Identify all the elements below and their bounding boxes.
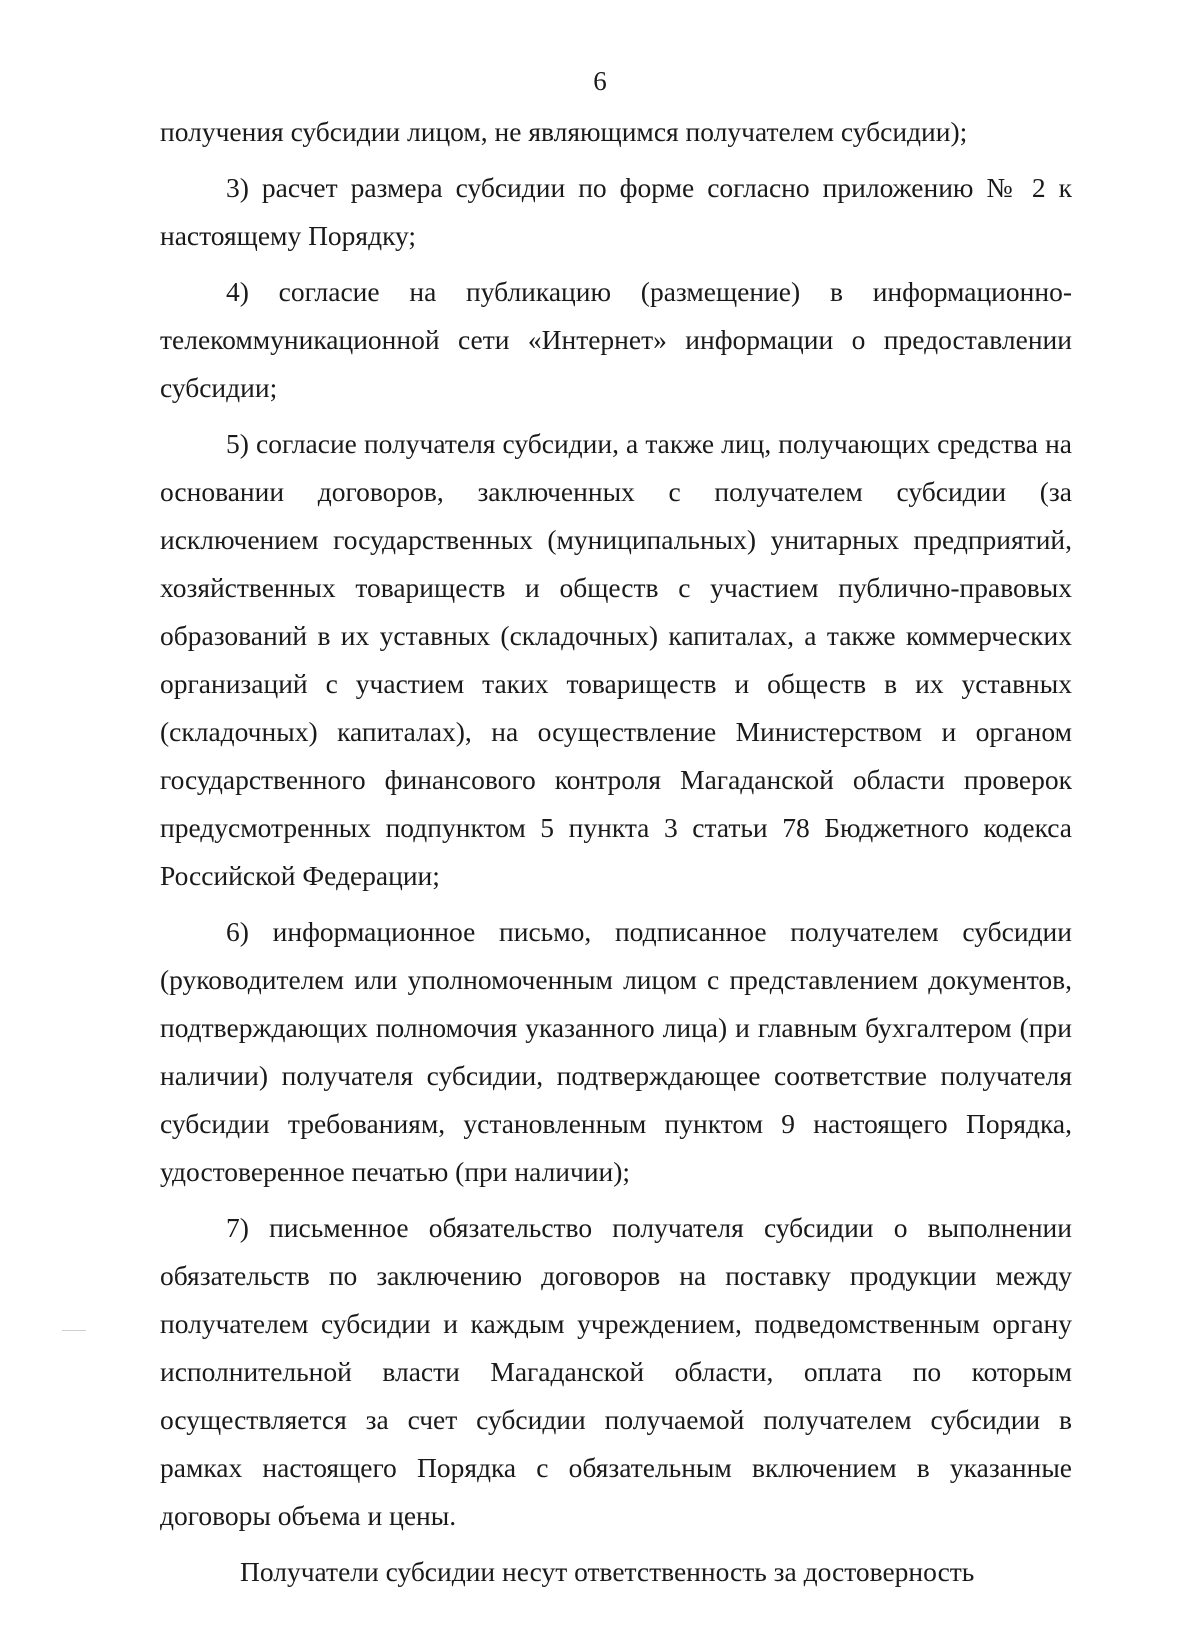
paragraph-continuation: получения субсидии лицом, не являющимся получателем субсидии); — [160, 116, 968, 147]
paragraph-responsibility: Получатели субсидии несут ответственность за достоверность — [240, 1556, 975, 1587]
paragraph-item-3: 3) расчет размера субсидии по форме согласно приложению № 2 к настоящему Порядку; — [160, 172, 1072, 251]
page-number: 6 — [593, 66, 607, 96]
document-body — [160, 108, 1072, 1604]
paragraph-item-6: 6) информационное письмо, подписанное получателем субсидии (руководителем или уполномоченным лицом с представлением документов, подтверждающих полномочия указанного лица) и главным бухгалтером (при наличии) получателя субсидии, подтверждающее соответствие получателя субсидии требованиям, установленным пунктом 9 настоящего Порядка, удостоверенное печатью (при наличии); — [160, 916, 1072, 1187]
paragraph-item-4: 4) согласие на публикацию (размещение) в информационно-телекоммуникационной сети «Интернет» информации о предоставлении субсидии; — [160, 276, 1072, 403]
paragraph-item-5: 5) согласие получателя субсидии, а также лиц, получающих средства на основании договоров, заключенных с получателем субсидии (за исключением государственных (муниципальных) унитарных предприятий, хозяйственных товариществ и обществ с участием публично-правовых образований в их уставных (складочных) капиталах, а также коммерческих организаций с участием таких товариществ и обществ в их уставных (складочных) капиталах), на осуществление Министерством и органом государственного финансового контроля Магаданской области проверок предусмотренных подпунктом 5 пункта 3 статьи 78 Бюджетного кодекса Российской Федерации; — [160, 428, 1072, 891]
margin-mark — [62, 1330, 86, 1331]
paragraph-item-7: 7) письменное обязательство получателя субсидии о выполнении обязательств по заключению договоров на поставку продукции между получателем субсидии и каждым учреждением, подведомственным органу исполнительной власти Магаданской области, оплата по которым осуществляется за счет субсидии получаемой получателем субсидии в рамках настоящего Порядка с обязательным включением в указанные договоры объема и цены. — [160, 1212, 1072, 1531]
